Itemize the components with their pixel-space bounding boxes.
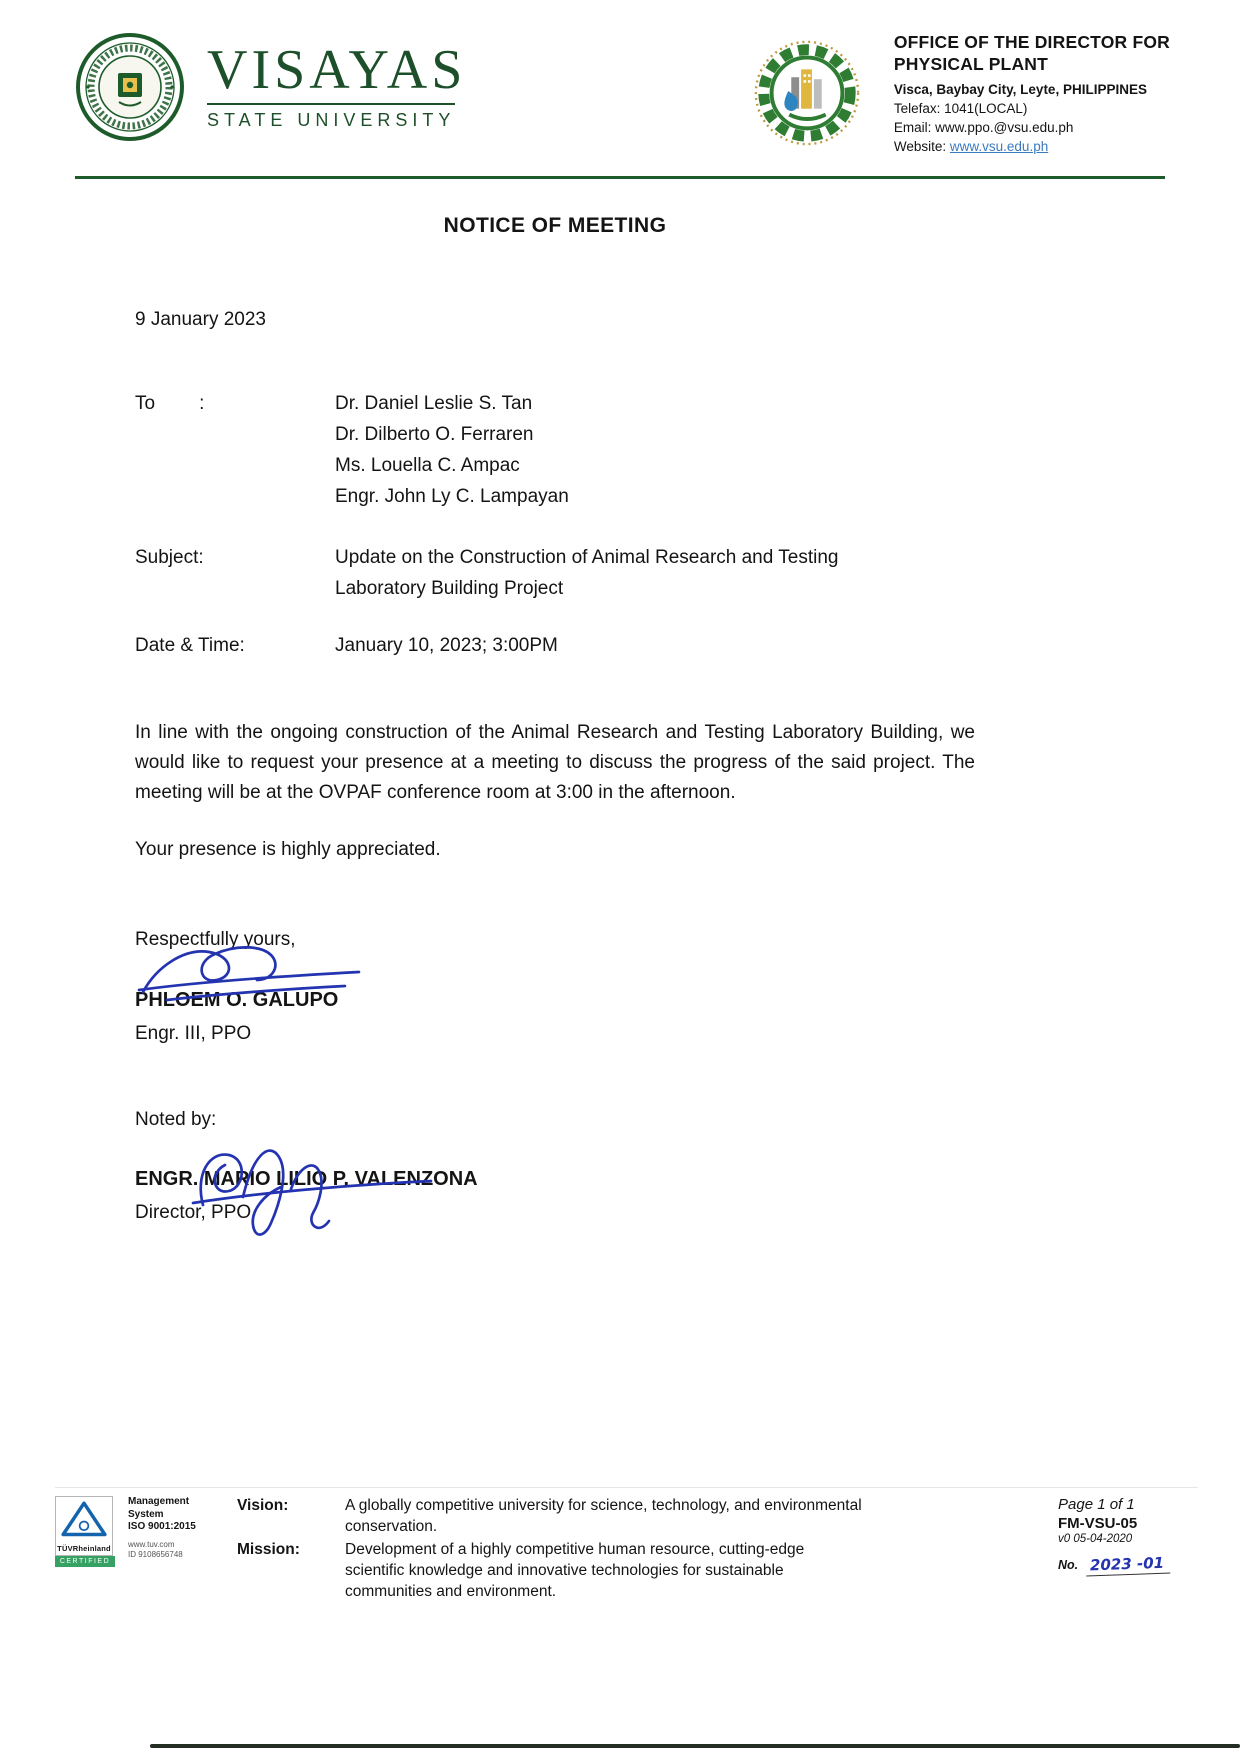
subject-label: Subject: [135, 547, 204, 569]
website-link[interactable]: www.vsu.edu.ph [949, 139, 1049, 155]
document-meta [1058, 1496, 1198, 1575]
recipient-line: Dr. Dilberto O. Ferraren [335, 424, 534, 446]
office-contact-block [894, 32, 1170, 156]
noted-by-label: Noted by: [135, 1108, 217, 1130]
letter-body [135, 209, 975, 1228]
cert-system-line2: System [128, 1508, 164, 1520]
letter-date: 9 January 2023 [135, 308, 266, 330]
handwritten-number: 2023 -01 [1085, 1554, 1170, 1577]
tuv-triangle-icon [55, 1496, 113, 1556]
tuv-rheinland-logo [55, 1496, 115, 1567]
recipient-list [335, 389, 975, 513]
cert-url: www.tuv.com [128, 1539, 175, 1549]
noted-title: Director, PPO [135, 1202, 252, 1224]
number-label: No. [1058, 1558, 1079, 1572]
mission-text: Development of a highly competitive human resource, cutting-edge scientific knowledge and innovative technologies for sustainable communities and environment. [345, 1540, 805, 1600]
office-name-line1: OFFICE OF THE DIRECTOR FOR [893, 32, 1170, 52]
recipient-line: Engr. John Ly C. Lampayan [335, 486, 569, 508]
office-email: Email: www.ppo.@vsu.edu.ph [893, 120, 1074, 136]
signer-title: Engr. III, PPO [135, 1022, 252, 1044]
tuv-brand-text: TÜVRheinland [57, 1544, 111, 1553]
university-wordmark [207, 39, 467, 131]
office-website-line [894, 137, 1170, 156]
cert-system-line1: Management [128, 1496, 190, 1507]
office-telefax: Telefax: 1041(LOCAL) [893, 100, 1028, 116]
office-name-line2: PHYSICAL PLANT [893, 53, 1049, 74]
datetime-label: Date & Time: [135, 635, 245, 657]
vsu-seal-icon [75, 32, 185, 142]
signature-block-noted [135, 1163, 975, 1228]
form-code: FM-VSU-05 [1058, 1515, 1138, 1532]
letterhead-divider [75, 176, 1165, 179]
datetime-value: January 10, 2023; 3:00PM [335, 635, 558, 657]
document-number-line [1058, 1555, 1198, 1575]
subject-field [135, 543, 975, 605]
to-field [135, 389, 975, 513]
wordmark-visayas: VISAYAS [207, 39, 467, 101]
valediction: Respectfully yours, [135, 929, 296, 951]
cert-iso: ISO 9001:2015 [128, 1521, 196, 1532]
letterhead [0, 0, 1240, 156]
to-label: To : [135, 393, 205, 415]
office-address: Visca, Baybay City, Leyte, PHILIPPINES [893, 81, 1147, 97]
document-title: NOTICE OF MEETING [443, 214, 667, 238]
cert-id: ID 9108656748 [128, 1549, 183, 1559]
datetime-field [135, 631, 975, 661]
recipient-line: Ms. Louella C. Ampac [335, 455, 520, 477]
wordmark-state-university: STATE UNIVERSITY [207, 103, 455, 131]
physical-plant-office-logo-icon [748, 32, 866, 150]
certification-info [128, 1496, 224, 1560]
tuv-certified-badge: CERTIFIED [55, 1556, 115, 1567]
mission-label: Mission: [237, 1540, 300, 1558]
closing-line: Your presence is highly appreciated. [135, 838, 441, 860]
website-label: Website: [893, 139, 947, 155]
page-number: Page 1 of 1 [1058, 1496, 1135, 1513]
noted-name: ENGR. MARIO LILIO P. VALENZONA [135, 1168, 478, 1191]
scan-edge-artifact [150, 1744, 1240, 1748]
signature-block-signer [135, 984, 975, 1049]
page-footer [55, 1487, 1198, 1603]
vision-mission-block [237, 1496, 862, 1603]
recipient-line: Dr. Daniel Leslie S. Tan [335, 393, 533, 415]
vision-text: A globally competitive university for science, technology, and environmental conservation. [345, 1497, 862, 1535]
signer-name: PHLOEM O. GALUPO [135, 988, 339, 1011]
letter-paragraph: In line with the ongoing construction of the Animal Research and Testing Laboratory Building, we would like to request your presence at a meeting to discuss the progress of the said project. The meeting will be at the OVPAF conference room at 3:00 in the afternoon. [135, 721, 975, 804]
vision-label: Vision: [237, 1497, 289, 1514]
form-version: v0 05-04-2020 [1058, 1533, 1133, 1545]
subject-value: Update on the Construction of Animal Research and Testing Laboratory Building Project [335, 547, 839, 600]
